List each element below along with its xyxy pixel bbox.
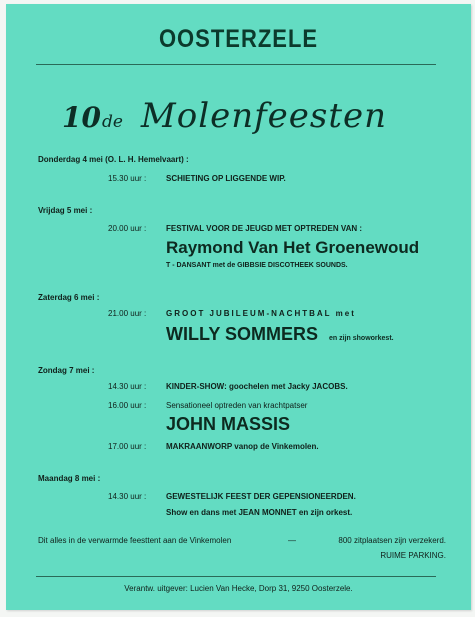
title-suffix: de bbox=[101, 112, 123, 132]
town-name: OOSTERZELE bbox=[158, 24, 319, 53]
event-text: GEWESTELIJK FEEST DER GEPENSIONEERDEN. bbox=[166, 492, 356, 501]
seats-note: 800 zitplaatsen zijn verzekerd. bbox=[338, 536, 446, 545]
headline-name: WILLY SOMMERS bbox=[166, 324, 319, 344]
event-text: FESTIVAL VOOR DE JEUGD MET OPTREDEN VAN : bbox=[166, 224, 363, 233]
day-sunday: Zondag 7 mei : bbox=[38, 366, 95, 375]
title-number: 10 bbox=[62, 101, 101, 134]
event-extra: Show en dans met JEAN MONNET en zijn orkest. bbox=[166, 508, 353, 517]
event-headline: JOHN MASSIS bbox=[166, 414, 291, 434]
event-time: 14.30 uur : bbox=[108, 382, 147, 391]
event-text: SCHIETING OP LIGGENDE WIP. bbox=[166, 174, 286, 183]
event-time: 14.30 uur : bbox=[108, 492, 147, 501]
event-text: KINDER-SHOW: goochelen met Jacky JACOBS. bbox=[166, 382, 348, 391]
day-friday: Vrijdag 5 mei : bbox=[38, 206, 93, 215]
event-headline: Raymond Van Het Groenewoud bbox=[166, 238, 420, 257]
event-text: MAKRAANWORP vanop de Vinkemolen. bbox=[166, 442, 319, 451]
event-time: 21.00 uur : bbox=[108, 309, 147, 318]
publisher-line: Verantw. uitgever: Lucien Van Hecke, Dorp 31, 9250 Oosterzele. bbox=[124, 584, 353, 593]
day-thursday: Donderdag 4 mei (O. L. H. Hemelvaart) : bbox=[38, 155, 189, 164]
event-text: Sensationeel optreden van krachtpatser bbox=[166, 401, 308, 410]
event-headline bbox=[166, 324, 394, 345]
poster-title bbox=[62, 96, 387, 136]
headline-suffix: en zijn showorkest. bbox=[329, 335, 394, 342]
day-monday: Maandag 8 mei : bbox=[38, 474, 101, 483]
event-time: 16.00 uur : bbox=[108, 401, 147, 410]
event-time: 15.30 uur : bbox=[108, 174, 147, 183]
event-extra: T - DANSANT met de GIBBSIE DISCOTHEEK SOUNDS. bbox=[166, 262, 348, 269]
bottom-divider bbox=[36, 576, 436, 577]
poster-sheet bbox=[6, 4, 471, 610]
title-name: Molenfeesten bbox=[140, 96, 388, 136]
event-time: 20.00 uur : bbox=[108, 224, 147, 233]
event-text: GROOT JUBILEUM-NACHTBAL met bbox=[166, 309, 356, 318]
day-saturday: Zaterdag 6 mei : bbox=[38, 293, 100, 302]
note-dash: — bbox=[288, 536, 296, 545]
event-time: 17.00 uur : bbox=[108, 442, 147, 451]
top-divider bbox=[36, 64, 436, 65]
venue-note: Dit alles in de verwarmde feesttent aan de Vinkemolen bbox=[38, 536, 232, 545]
parking-note: RUIME PARKING. bbox=[380, 551, 446, 560]
